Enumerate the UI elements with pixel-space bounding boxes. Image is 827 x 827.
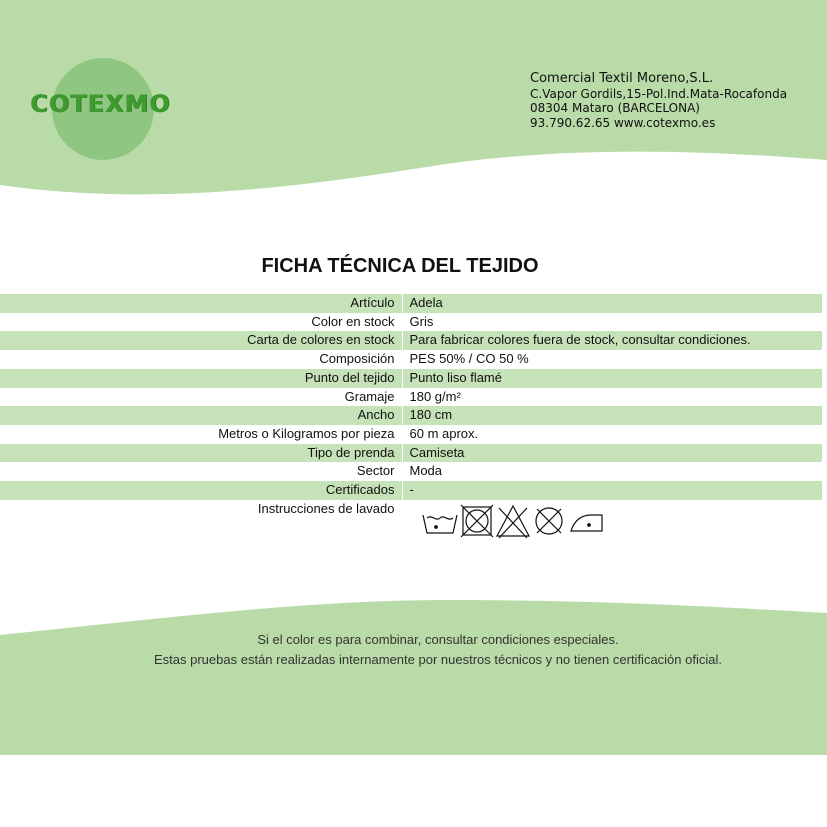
company-city: 08304 Mataro (BARCELONA) [530, 101, 700, 115]
spec-label: Color en stock [311, 313, 395, 329]
logo: COTEXMO [30, 90, 171, 118]
footer-background [0, 595, 827, 755]
table-row [0, 406, 822, 425]
spec-label: Certificados [0, 481, 402, 500]
spec-label: Artículo [0, 294, 402, 313]
spec-label: Sector [356, 463, 395, 479]
table-row [0, 388, 822, 407]
iron-low-icon [571, 515, 602, 531]
company-address: C.Vapor Gordils,15-Pol.Ind.Mata-Rocafonda [530, 86, 788, 101]
spec-label: Tipo de prenda [0, 444, 402, 463]
table-row [0, 350, 822, 369]
spec-label: Carta de colores en stock [0, 331, 402, 350]
spec-value: Moda [402, 462, 822, 481]
no-bleach-icon [497, 506, 529, 538]
spec-value: Adela [402, 294, 822, 313]
spec-label: Punto del tejido [0, 369, 402, 388]
company-info [530, 72, 787, 130]
table-row [0, 462, 822, 481]
wash-instructions [421, 503, 607, 539]
spec-label: Ancho [0, 406, 402, 425]
spec-label: Composición [319, 351, 395, 367]
spec-table [0, 294, 822, 518]
footer-note-1: Si el color es para combinar, consultar condiciones especiales. [257, 632, 619, 647]
spec-value: 180 g/m² [402, 388, 822, 407]
company-name: Comercial Textil Moreno,S.L. [530, 71, 714, 86]
wash-30-icon [423, 515, 457, 533]
spec-label: Metros o Kilogramos por pieza [218, 425, 395, 441]
table-row [0, 481, 822, 500]
company-contact: 93.790.62.65 www.cotexmo.es [530, 115, 716, 130]
spec-label: Gramaje [344, 388, 395, 404]
table-row [0, 369, 822, 388]
footer-note-2: Estas pruebas están realizadas internamente por nuestros técnicos y no tienen certificación oficial. [154, 652, 722, 667]
spec-value: Punto liso flamé [402, 369, 822, 388]
no-tumble-dry-icon [461, 505, 493, 537]
spec-label: Instrucciones de lavado [257, 500, 395, 516]
table-row [0, 500, 822, 519]
spec-value: Para fabricar colores fuera de stock, consultar condiciones. [402, 331, 822, 350]
table-row [0, 331, 822, 350]
spec-value: Gris [402, 313, 822, 332]
table-row [0, 444, 822, 463]
spec-value: 60 m aprox. [402, 425, 822, 444]
table-row [0, 294, 822, 313]
page-title: FICHA TÉCNICA DEL TEJIDO [261, 255, 539, 277]
table-row [0, 425, 822, 444]
spec-value: PES 50% / CO 50 % [402, 350, 822, 369]
spec-value: - [402, 481, 822, 500]
spec-value: Camiseta [402, 444, 822, 463]
table-row [0, 313, 822, 332]
spec-value: 180 cm [402, 406, 822, 425]
no-dry-clean-icon [536, 508, 562, 534]
